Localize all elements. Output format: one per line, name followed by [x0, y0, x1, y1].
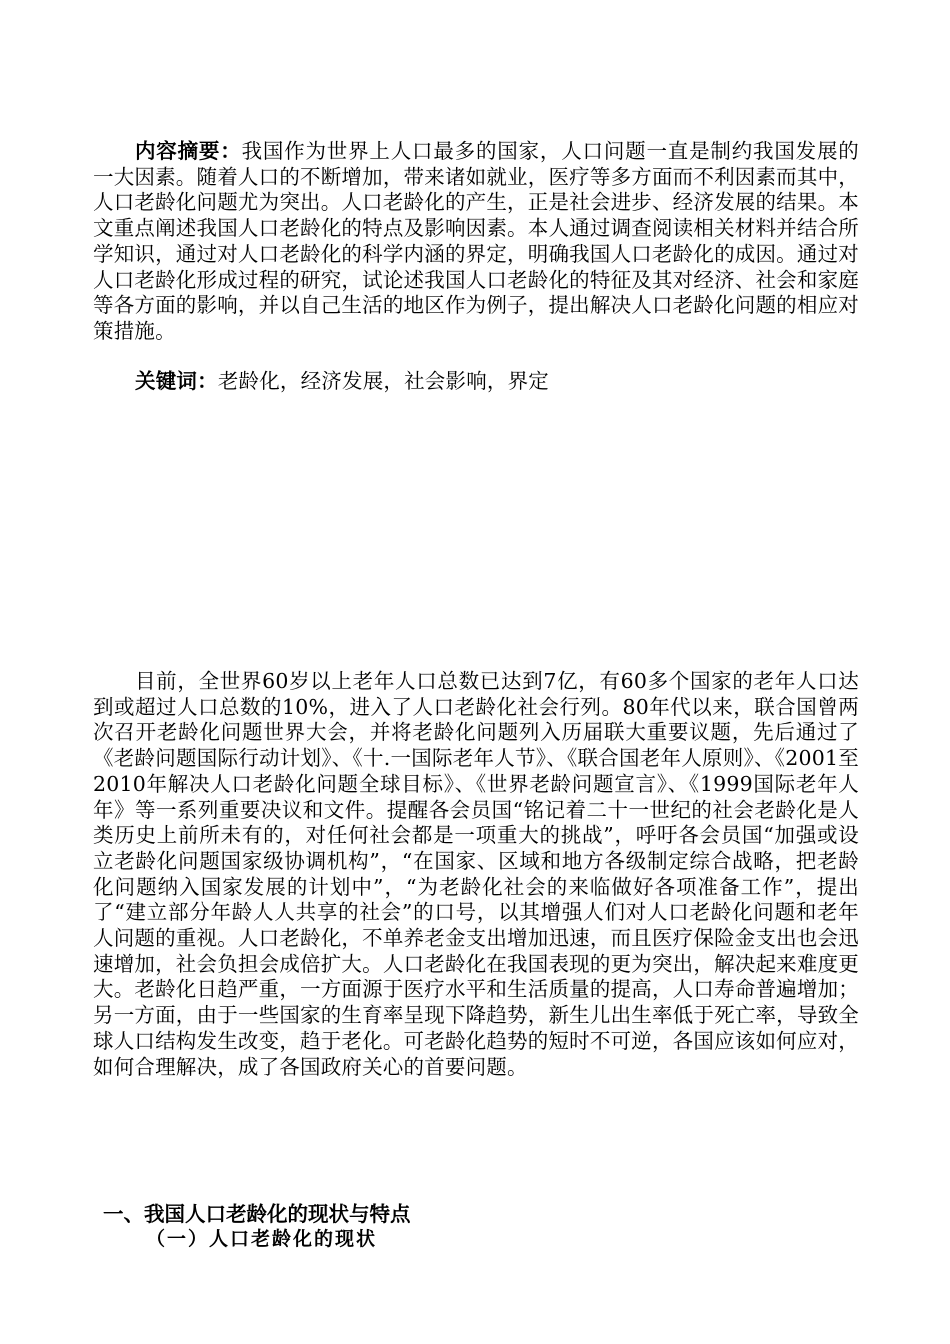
keywords-text: 老龄化，经济发展，社会影响，界定 — [217, 369, 550, 393]
section-subheading: （一）人口老龄化的现状 — [146, 1228, 378, 1250]
abstract-text: 我国作为世界上人口最多的国家，人口问题一直是制约我国发展的一大因素。随着人口的不断增加，带来诸如就业，医疗等多方面而不利因素而其中，人口老龄化问题尤为突出。人口老龄化的产生，正是社会进步、经济发展的结果。本文重点阐述我国人口老龄化的特点及影响因素。本人通过调查阅读相关材料并结合所学知识，通过对人口老龄化的科学内涵的界定，明确我国人口老龄化的成因。通过对人口老龄化形成过程的研究，试论述我国人口老龄化的特征及其对经济、社会和家庭等各方面的影响，并以自己生活的地区作为例子，提出解决人口老龄化问题的相应对策措施。 — [93, 139, 859, 343]
intro-paragraph: 目前，全世界60岁以上老年人口总数已达到7亿，有60多个国家的老年人口达到或超过人口总数的10%，进入了人口老龄化社会行列。80年代以来，联合国曾两次召开老龄化问题世界大会，并将老龄化问题列入历届联大重要议题，先后通过了《老龄问题国际行动计划》、《十.一国际老年人节》、《联合国老年人原则》、《2001至2010年解决人口老龄化问题全球目标》、《世界老龄问题宣言》、《1999国际老年人年》等一系列重要决议和文件。提醒各会员国“铭记着二十一世纪的社会老龄化是人类历史上前所未有的，对任何社会都是一项重大的挑战”，呼吁各会员国“加强或设立老龄化问题国家级协调机构”，“在国家、区域和地方各级制定综合战略，把老龄化问题纳入国家发展的计划中”，“为老龄化社会的来临做好各项准备工作”，提出了“建立部分年龄人人共享的社会”的口号，以其增强人们对人口老龄化问题和老年人问题的重视。人口老龄化，不单养老金支出增加迅速，而且医疗保险金支出也会迅速增加，社会负担会成倍扩大。人口老龄化在我国表现的更为突出，解决起来难度更大。老龄化日趋严重，一方面源于医疗水平和生活质量的提高，人口寿命普遍增加；另一方面，由于一些国家的生育率呈现下降趋势，新生儿出生率低于死亡率，导致全球人口结构发生改变，趋于老化。可老龄化趋势的短时不可逆，各国应该如何应对，如何合理解决，成了各国政府关心的首要问题。 — [93, 669, 859, 1079]
keywords-paragraph — [93, 369, 859, 395]
keywords-label: 关键词： — [135, 369, 218, 393]
section-heading: 一、我国人口老龄化的现状与特点 — [103, 1202, 411, 1226]
abstract-label: 内容摘要： — [135, 139, 242, 163]
abstract-paragraph — [93, 139, 859, 345]
